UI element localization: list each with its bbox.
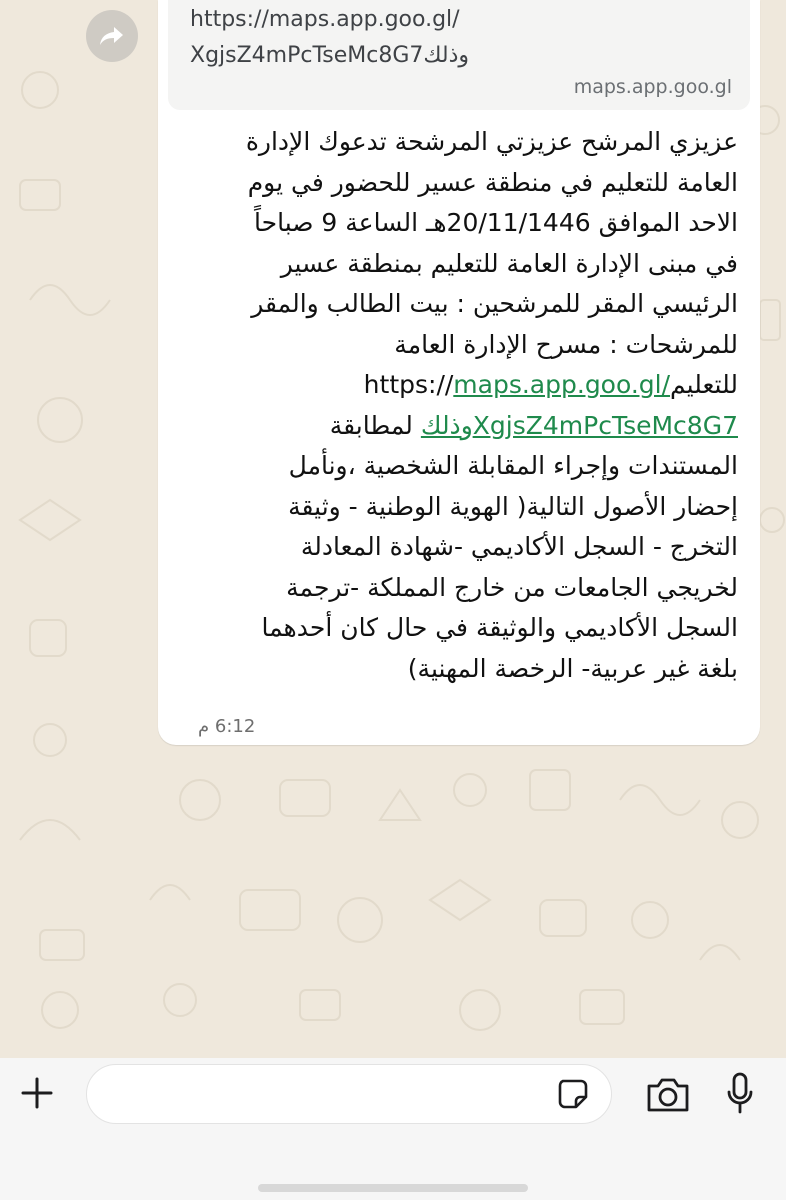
message-line (198, 365, 738, 406)
message-line-text: لمطابقة (329, 410, 421, 440)
message-line: للمرشحات : مسرح الإدارة العامة (394, 329, 738, 359)
message-bubble[interactable] (158, 0, 760, 745)
message-input-box[interactable] (86, 1064, 612, 1124)
forward-button[interactable] (86, 10, 138, 62)
message-line: السجل الأكاديمي والوثيقة في حال كان أحدهما (261, 613, 738, 642)
link-preview-url-line2: XgjsZ4mPcTseMc8G7وذلك (190, 43, 470, 68)
message-input[interactable] (107, 1075, 547, 1115)
message-link[interactable]: XgjsZ4mPcTseMc8G7وذلك (420, 410, 738, 440)
message-line: بلغة غير عربية- الرخصة المهنية) (407, 653, 738, 683)
microphone-button[interactable] (726, 1072, 754, 1116)
message-link-group (364, 370, 670, 399)
sticker-icon (557, 1078, 589, 1110)
message-line: العامة للتعليم في منطقة عسير للحضور في يوم (247, 167, 738, 197)
message-link[interactable]: maps.app.goo.gl/ (453, 370, 671, 399)
message-line: المستندات وإجراء المقابلة الشخصية ،ونأمل (288, 451, 738, 480)
message-line (198, 406, 738, 447)
sticker-button[interactable] (557, 1078, 589, 1110)
link-preview-url-line1: https://maps.app.goo.gl/ (190, 7, 460, 32)
forward-arrow-icon (99, 25, 125, 47)
camera-button[interactable] (645, 1076, 691, 1114)
message-line: إحضار الأصول التالية( الهوية الوطنية - وثيقة (288, 491, 738, 521)
message-text (198, 122, 738, 689)
microphone-icon (726, 1072, 754, 1116)
home-indicator (258, 1184, 528, 1192)
message-line: الاحد الموافق 20/11/1446هـ الساعة 9 صباحاً (254, 208, 738, 237)
message-line: الرئيسي المقر للمرشحين : بيت الطالب والمقر (251, 289, 738, 318)
message-line-text: للتعليم (670, 370, 738, 399)
plus-icon (20, 1076, 54, 1110)
message-line: عزيزي المرشح عزيزتي المرشحة تدعوك الإدارة (245, 127, 738, 156)
message-timestamp: 6:12 م (198, 716, 256, 737)
attach-button[interactable] (20, 1076, 54, 1110)
link-preview-domain: maps.app.goo.gl (573, 76, 732, 98)
camera-icon (645, 1076, 691, 1114)
link-preview[interactable] (168, 0, 750, 110)
message-line: لخريجي الجامعات من خارج المملكة -ترجمة (286, 572, 738, 602)
message-line: التخرج - السجل الأكاديمي -شهادة المعادلة (300, 532, 738, 561)
message-link-scheme: https:// (363, 370, 454, 399)
link-preview-url (190, 2, 490, 74)
message-line: في مبنى الإدارة العامة للتعليم بمنطقة عسير (280, 248, 738, 278)
message-composer (0, 1058, 786, 1200)
